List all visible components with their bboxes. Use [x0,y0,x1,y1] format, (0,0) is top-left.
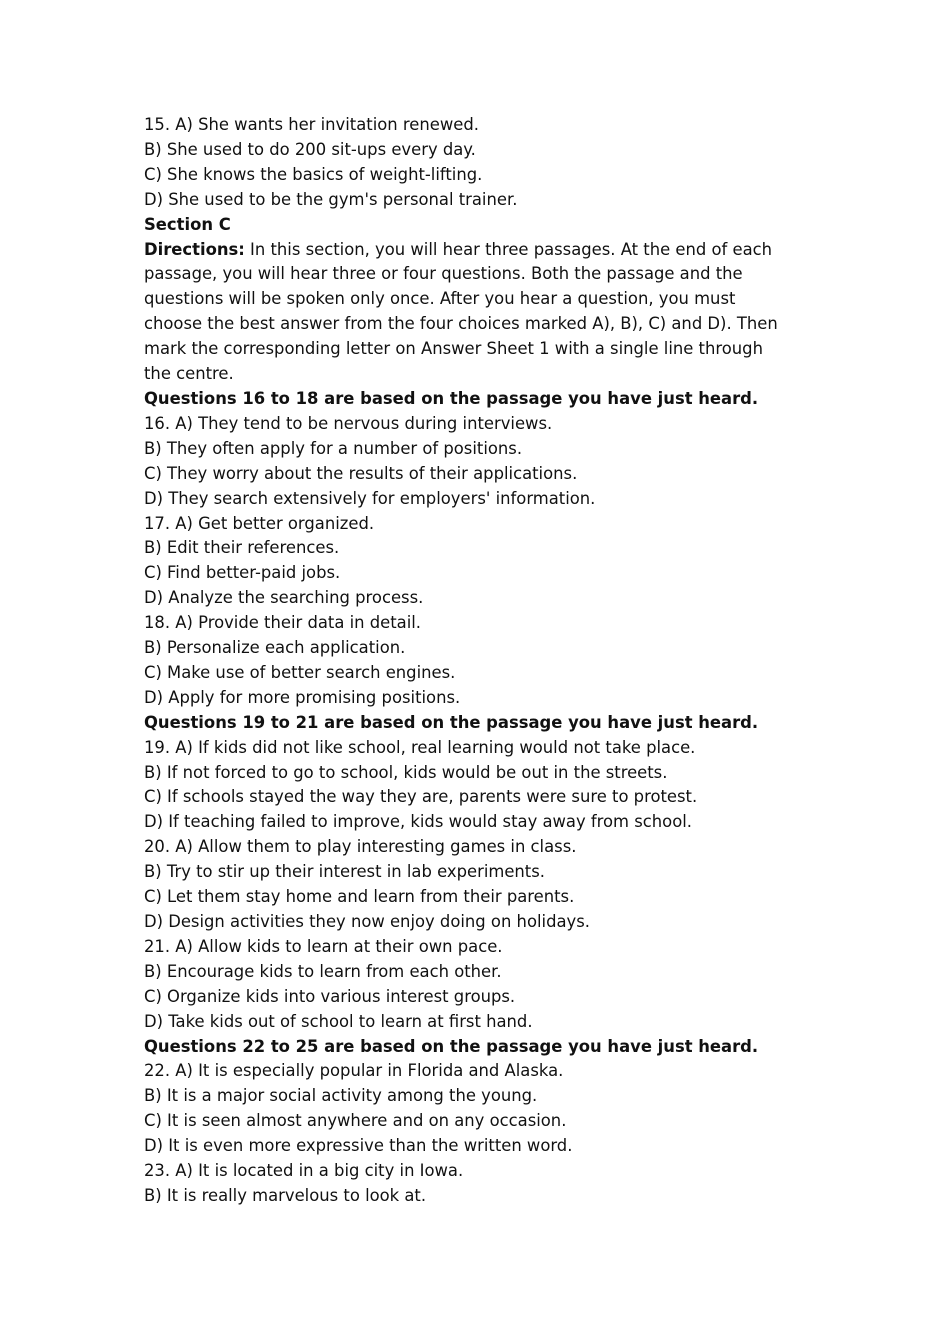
question-line: C) Organize kids into various interest groups. [144,986,516,1006]
question-line: B) It is a major social activity among the young. [144,1086,538,1106]
question-line: D) It is even more expressive than the written word. [144,1136,573,1156]
question-line: 16. A) They tend to be nervous during interviews. [144,413,553,433]
question-line: B) If not forced to go to school, kids would be out in the streets. [144,762,668,782]
question-line: B) Encourage kids to learn from each other. [144,961,502,981]
question-line: B) It is really marvelous to look at. [144,1185,427,1205]
directions-text: In this section, you will hear three passages. At the end of each [244,239,773,259]
question-line: 21. A) Allow kids to learn at their own pace. [144,936,503,956]
group-heading: Questions 16 to 18 are based on the passage you have just heard. [144,388,759,408]
document-page [144,113,814,1209]
directions-label: Directions: [144,239,245,259]
directions-text: the centre. [144,364,234,384]
question-line: B) Edit their references. [144,538,340,558]
question-group-22-25 [144,1035,814,1209]
directions-text: choose the best answer from the four choices marked A), B), C) and D). Then [144,314,778,334]
question-line: D) Apply for more promising positions. [144,687,461,707]
question-line: C) Make use of better search engines. [144,662,456,682]
question-line: D) Take kids out of school to learn at first hand. [144,1011,533,1031]
group-heading: Questions 19 to 21 are based on the passage you have just heard. [144,712,759,732]
directions-text: questions will be spoken only once. After you hear a question, you must [144,289,736,309]
question-line: C) If schools stayed the way they are, parents were sure to protest. [144,787,698,807]
question-line: C) They worry about the results of their applications. [144,463,578,483]
question-line: B) Try to stir up their interest in lab experiments. [144,862,545,882]
question-line: C) Let them stay home and learn from their parents. [144,887,575,907]
question-line: 22. A) It is especially popular in Florida and Alaska. [144,1061,564,1081]
group-heading: Questions 22 to 25 are based on the passage you have just heard. [144,1036,759,1056]
section-title: Section C [144,214,231,234]
question-line: 15. A) She wants her invitation renewed. [144,115,479,134]
question-15-block [144,113,814,213]
question-line: 20. A) Allow them to play interesting games in class. [144,837,577,857]
directions-text: mark the corresponding letter on Answer Sheet 1 with a single line through [144,339,763,359]
directions-block [144,238,814,387]
question-line: D) She used to be the gym's personal trainer. [144,189,518,209]
directions-text: passage, you will hear three or four questions. Both the passage and the [144,264,743,284]
question-group-16-18 [144,387,814,711]
question-line: C) She knows the basics of weight-lifting. [144,164,483,184]
question-line: C) It is seen almost anywhere and on any occasion. [144,1111,567,1131]
question-line: D) They search extensively for employers' information. [144,488,596,508]
question-line: 19. A) If kids did not like school, real learning would not take place. [144,737,696,757]
question-line: D) If teaching failed to improve, kids would stay away from school. [144,812,692,832]
question-line: C) Find better-paid jobs. [144,563,341,583]
question-line: 17. A) Get better organized. [144,513,375,533]
question-line: B) Personalize each application. [144,638,406,658]
question-line: B) They often apply for a number of positions. [144,438,523,458]
question-line: B) She used to do 200 sit-ups every day. [144,139,476,159]
question-line: D) Analyze the searching process. [144,588,424,608]
question-line: D) Design activities they now enjoy doing on holidays. [144,912,590,931]
question-group-19-21 [144,711,814,1035]
question-line: 23. A) It is located in a big city in Iowa. [144,1161,464,1181]
question-line: 18. A) Provide their data in detail. [144,613,422,633]
